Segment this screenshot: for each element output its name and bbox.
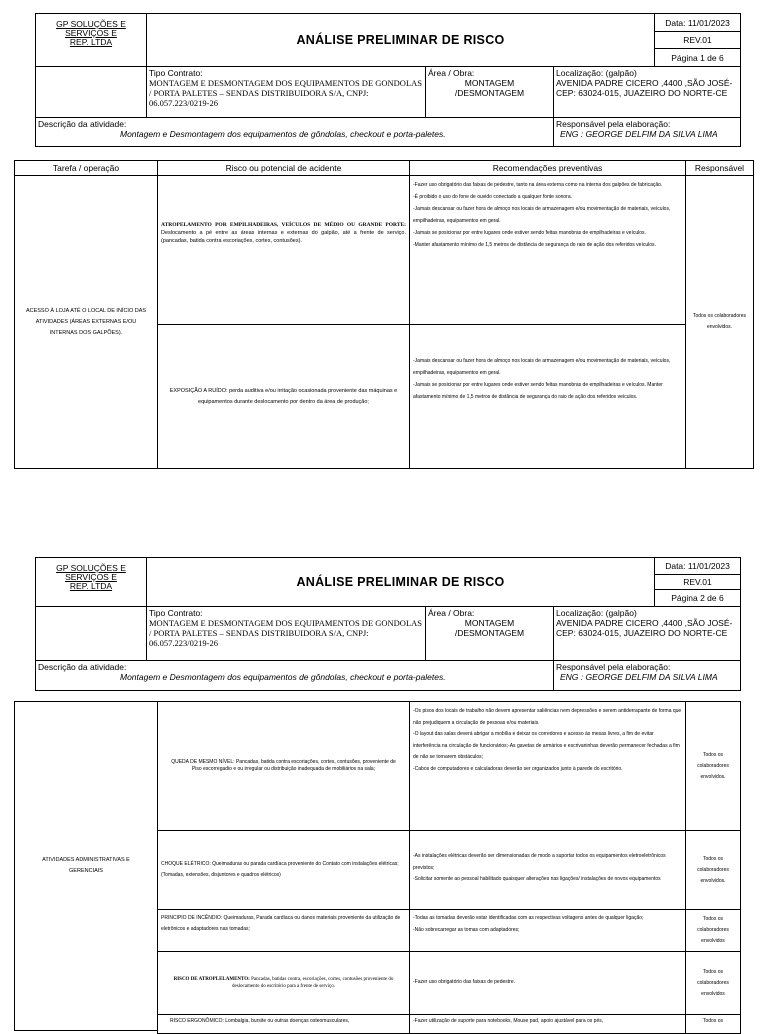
area-label: Área / Obra: xyxy=(428,68,475,78)
recommendation-item: -Solicitar somente ao pessoal habilitado quaisquer alterações nas ligações/ instalações de novos equipamentos xyxy=(413,876,661,882)
company-spacer xyxy=(35,66,147,118)
location-value: AVENIDA PADRE CICERO ,4400 ,SÃO JOSÉ-CEP: 63024-015, JUAZEIRO DO NORTE-CE xyxy=(556,78,733,98)
contract-cell xyxy=(146,606,426,661)
company-line: REP. LTDA xyxy=(69,37,113,47)
responsible-text: Todos os colaboradores envolvidos. xyxy=(692,313,747,330)
risk-cell xyxy=(157,909,410,952)
risk-cell xyxy=(157,1014,410,1034)
area-value: MONTAGEM /DESMONTAGEM xyxy=(454,618,525,638)
col-header-recommendations: Recomendações preventivas xyxy=(409,160,686,176)
area-value: MONTAGEM /DESMONTAGEM xyxy=(454,78,525,98)
recommendation-item: -Jamais se posicionar por entre lugares onde estiver sendo feitas manobras de empilhadeiras e veículos. xyxy=(413,230,646,236)
recommendation-item: -Fazer uso obrigatório das faixas de pedestre. xyxy=(413,979,515,986)
risk-description: Pancadas, batidas contra, escoriações, cortes, contusões proveniente do deslocamento do escritório para a frente de serviço. xyxy=(231,977,394,989)
risk-text: QUEDA DE MESMO NÍVEL: Pancadas, batida contra escoriações, cortes, contusões, proveniente de Piso escorregadio e ou irregular ou distribuição inadequada de mobiliários na sala; xyxy=(171,759,396,772)
recommendation-item: -Fazer utilização de suporte para notebooks, Mouse pad, apoio ajustável para os pés, xyxy=(413,1018,604,1024)
description-value: Montagem e Desmontagem dos equipamentos de gôndolas, checkout e porta-paletes. xyxy=(120,672,446,682)
recommendations-cell xyxy=(409,175,686,325)
responsible-column-cell xyxy=(685,951,741,1015)
contract-text: MONTAGEM E DESMONTAGEM DOS EQUIPAMENTOS DE GONDOLAS / PORTA PALETES – SENDAS DISTRIBUIDORA S/A, CNPJ: 06.057.223/0219-26 xyxy=(149,618,423,648)
recommendation-item: -Jamais descansar ou fazer hora de almoço nos locais de armazenagem e/ou movimentação de materiais, veículos, empilhadeiras, equipamentos em geral. xyxy=(413,206,671,224)
contract-cell xyxy=(146,66,426,118)
responsible-column-cell xyxy=(685,175,754,469)
task-cell xyxy=(14,175,158,469)
location-label: Localização: (galpão) xyxy=(556,68,637,78)
risk-text xyxy=(161,221,406,245)
company-line: REP. LTDA xyxy=(69,581,113,591)
company-line: GP SOLUÇÕES E xyxy=(56,19,126,29)
responsible-text: Todos os xyxy=(702,1018,723,1024)
responsible-cell xyxy=(553,660,741,691)
doc-revision: REV.01 xyxy=(654,574,741,590)
description-cell xyxy=(35,660,554,691)
risk-title: RISCO DE ATROPLELAMENTO: xyxy=(173,977,250,982)
responsible-column-cell xyxy=(685,830,741,910)
doc-page-number: Página 2 de 6 xyxy=(654,589,741,607)
responsible-text: Todos os colaboradores envolvidos xyxy=(697,968,729,997)
recommendations-cell xyxy=(409,951,686,1015)
contract-label: Tipo Contrato: xyxy=(149,608,203,618)
responsible-text: Todos os colaboradores envolvidos xyxy=(697,916,729,944)
task-cell xyxy=(14,701,158,1031)
risk-cell xyxy=(157,830,410,910)
responsible-column-cell xyxy=(685,701,741,831)
recommendation-item: -Jamais se posicionar por entre lugares onde estiver sendo feitas manobras de empilhadeiras e veículos. Manter afastamento mínimo de 1,5 metros de distância de segurança do raio de ação dos referidos veículos. xyxy=(413,382,663,400)
recommendation-item: -É proibido o uso do fone de ouvido conectado a qualquer fonte sonora. xyxy=(413,194,573,200)
risk-title: ATROPELAMENTO POR EMPILHADEIRAS, VEÍCULOS DE MÉDIO OU GRANDE PORTE: xyxy=(161,222,406,228)
recommendation-item: -Fazer uso obrigatório das faixas de pedestre, tanto na área externa como na interna dos galpões de fabricação. xyxy=(413,182,663,188)
risk-text: RISCO ERGONÔMICO: Lombalgia, bursite ou outras doenças osteomusculares, xyxy=(170,1018,350,1024)
responsible-value: ENG : GEORGE DELFIM DA SILVA LIMA xyxy=(560,672,718,682)
responsible-value: ENG : GEORGE DELFIM DA SILVA LIMA xyxy=(560,129,718,139)
recommendations-cell xyxy=(409,909,686,952)
company-line: SERVIÇOS E xyxy=(65,572,117,582)
responsible-cell xyxy=(553,117,741,147)
task-text: ATIVIDADES ADMINISTRATIVAS E GERENCIAIS xyxy=(42,857,130,874)
risk-cell xyxy=(157,324,410,469)
company-spacer xyxy=(35,606,147,661)
recommendations-cell xyxy=(409,324,686,469)
contract-label: Tipo Contrato: xyxy=(149,68,203,78)
location-cell xyxy=(553,606,741,661)
description-label: Descrição da atividade: xyxy=(38,119,127,129)
doc-date: Data: 11/01/2023 xyxy=(654,13,741,32)
doc-title: ANÁLISE PRELIMINAR DE RISCO xyxy=(146,557,655,607)
responsible-label: Responsável pela elaboração: xyxy=(556,119,671,129)
doc-title: ANÁLISE PRELIMINAR DE RISCO xyxy=(146,13,655,67)
recommendations-cell xyxy=(409,830,686,910)
contract-text: MONTAGEM E DESMONTAGEM DOS EQUIPAMENTOS DE GONDOLAS / PORTA PALETES – SENDAS DISTRIBUIDORA S/A, CNPJ: 06.057.223/0219-26 xyxy=(149,78,423,108)
area-cell xyxy=(425,606,554,661)
description-cell xyxy=(35,117,554,147)
recommendations-cell xyxy=(409,701,686,831)
responsible-text: Todos os colaboradores envolvidos. xyxy=(697,855,729,884)
company-line: GP SOLUÇÕES E xyxy=(56,563,126,573)
responsible-label: Responsável pela elaboração: xyxy=(556,662,671,672)
doc-page-number: Página 1 de 6 xyxy=(654,48,741,67)
recommendations-cell xyxy=(409,1014,686,1034)
risk-cell xyxy=(157,175,410,325)
risk-title: EXPOSIÇÃO A RUÍDO: xyxy=(169,387,228,394)
recommendation-item: -Não sobrecarregar as tomas com adaptadores; xyxy=(413,926,520,933)
location-cell xyxy=(553,66,741,118)
recommendation-item: -O layout das salas deverá abrigar a mobília e deixar os corredores e acesso às mesas livres, a fim de evitar interferência na circulação de funcionários;-As gavetas de armários e escrivaninhas deverão permanecer fechadas a fim de não se tornarem obstáculos; xyxy=(413,731,680,760)
description-value: Montagem e Desmontagem dos equipamentos de gôndolas, checkout e porta-paletes. xyxy=(120,129,446,139)
recommendation-item: -Jamais descansar ou fazer hora de almoço nos locais de armazenagem e/ou movimentação de materiais, veículos, empilhadeiras, equipamentos em geral. xyxy=(413,358,671,376)
responsible-column-cell xyxy=(685,1014,741,1034)
area-cell xyxy=(425,66,554,118)
company-name xyxy=(35,557,147,607)
area-label: Área / Obra: xyxy=(428,608,475,618)
risk-description: perda auditiva e/ou irritação ocasionada proveniente das máquinas e equipamentos durante deslocamento por dentro da área de produção; xyxy=(198,387,398,405)
risk-text: CHOQUE ELÉTRICO: Queimaduras ou parada cardíaca proveniente do Contato com instalações elétricas; (Tomadas, extensões, disjuntores e quadros elétricos) xyxy=(161,861,399,878)
recommendation-item: -Os pisos dos locais de trabalho não devem apresentar saliências nem depressões e serem antiderrapante de forma que não prejudiquem a circulação de pessoas e/ou materiais. xyxy=(413,708,682,726)
task-text: ACESSO À LOJA ATÉ O LOCAL DE INÍCIO DAS ATIVIDADES (ÁREAS EXTERNAS E/OU INTERNAS DOS GALPÕES). xyxy=(25,307,147,336)
risk-description: Deslocamento a pé entre as áreas internas e externas do galpão, até a frente de serviço. (pancadas, batida contra escoriações, cortes, contusões). xyxy=(161,230,406,244)
col-header-task: Tarefa / operação xyxy=(14,160,158,176)
risk-text xyxy=(162,386,405,408)
recommendation-item: -Cabos de computadores e calculadoras deverão ser organizados junto à parede do escritório. xyxy=(413,765,623,772)
location-label: Localização: (galpão) xyxy=(556,608,637,618)
risk-text xyxy=(161,976,406,990)
risk-cell xyxy=(157,701,410,831)
col-header-risk: Risco ou potencial de acidente xyxy=(157,160,410,176)
recommendation-item: -Manter afastamento mínimo de 1,5 metros de distância de segurança do raio de ação dos referidos veículos. xyxy=(413,242,656,248)
recommendation-item: -Todas as tomadas deverão estar identificadas com as respectivas voltagens antes de qualquer ligação; xyxy=(413,915,644,921)
company-line: SERVIÇOS E xyxy=(65,28,117,38)
responsible-column-cell xyxy=(685,909,741,952)
description-label: Descrição da atividade: xyxy=(38,662,127,672)
doc-date: Data: 11/01/2023 xyxy=(654,557,741,575)
col-header-responsible: Responsável xyxy=(685,160,754,176)
responsible-text: Todos os colaboradores envolvidos. xyxy=(697,751,729,780)
risk-cell xyxy=(157,951,410,1015)
risk-text: PRINCIPIO DE INCÊNDIO: Queimaduras, Parada cardíaca ou danos materiais proveniente da utilização de eletrônicos e adaptadores nas tomadas; xyxy=(161,915,401,932)
location-value: AVENIDA PADRE CICERO ,4400 ,SÃO JOSÉ-CEP: 63024-015, JUAZEIRO DO NORTE-CE xyxy=(556,618,733,638)
company-name xyxy=(35,13,147,67)
doc-revision: REV.01 xyxy=(654,31,741,49)
recommendation-item: -As instalações elétricas deverão ser dimensionadas de modo a suportar todos os equipamentos eletroeletrônicos previstos; xyxy=(413,853,666,871)
